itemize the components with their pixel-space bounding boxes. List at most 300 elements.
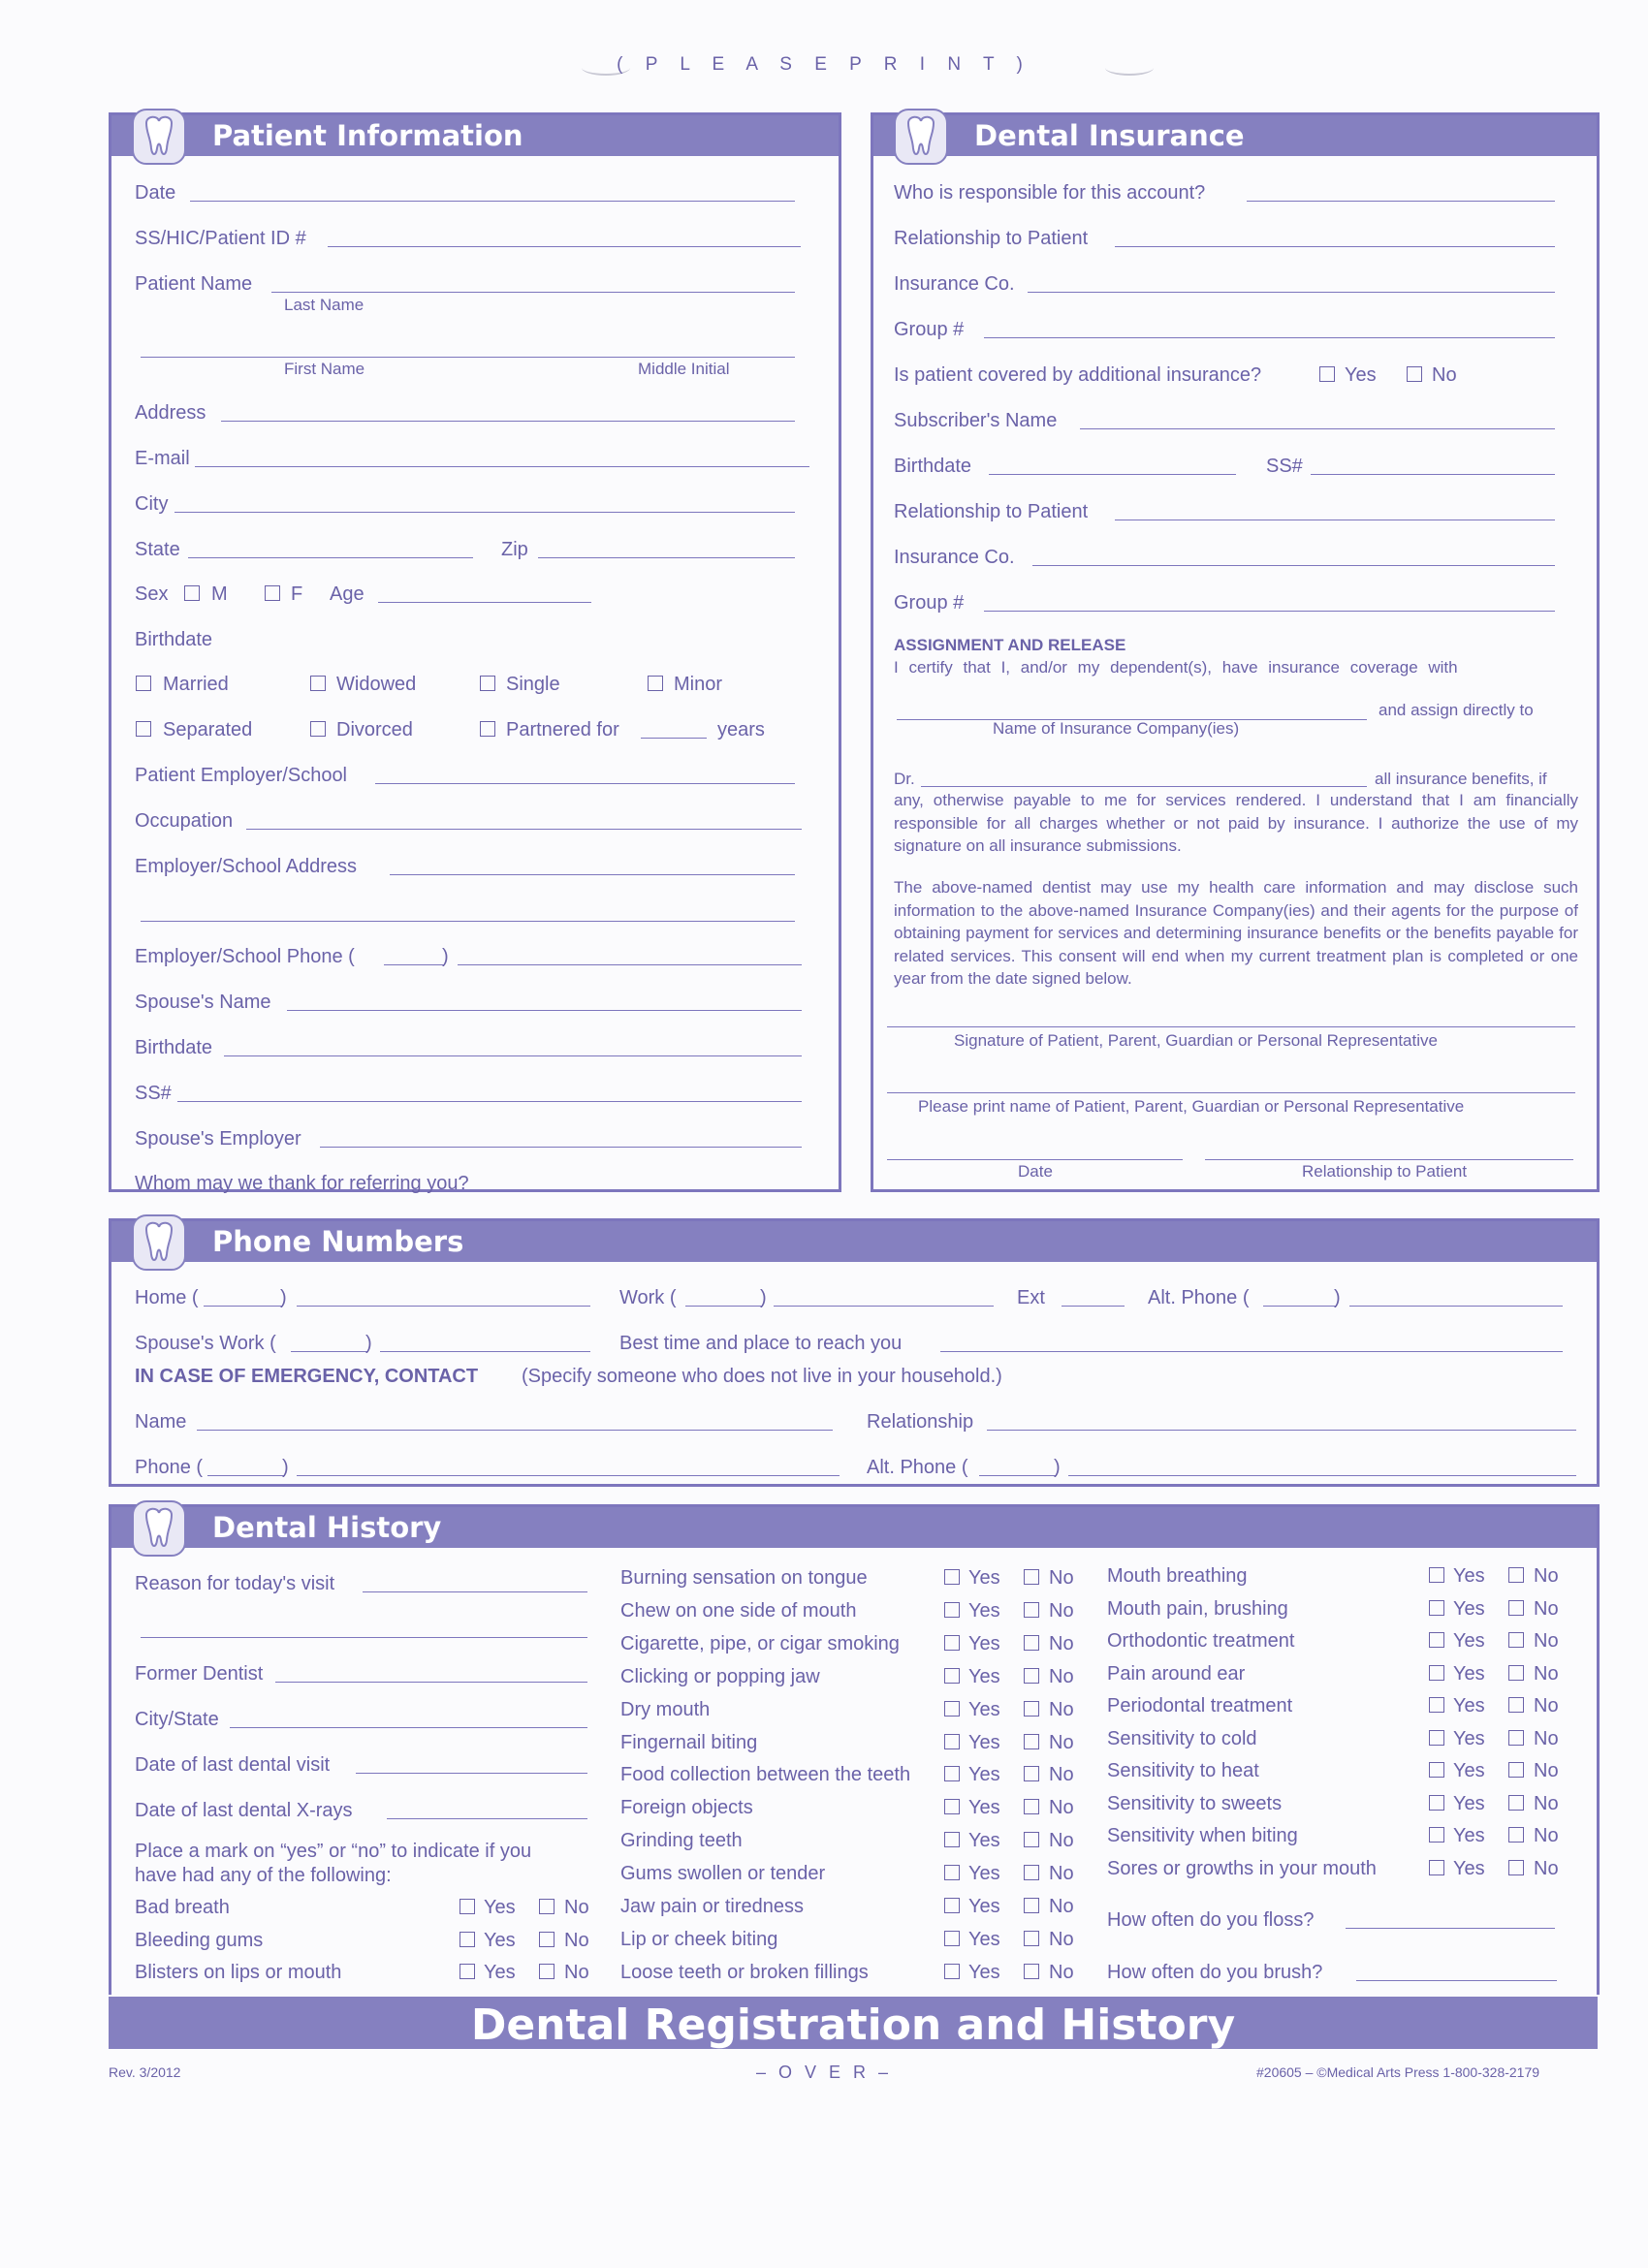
age-label: Age [330, 583, 364, 605]
address-field[interactable] [221, 421, 795, 422]
signature-relationship-caption: Relationship to Patient [1302, 1162, 1468, 1181]
print-name-field[interactable] [887, 1092, 1575, 1093]
emergency-close: ) [282, 1457, 289, 1478]
yes-checkbox[interactable] [460, 1899, 475, 1914]
yes-checkbox[interactable] [944, 1734, 960, 1749]
condition-label: Periodontal treatment [1107, 1695, 1293, 1717]
no-checkbox[interactable] [1024, 1569, 1039, 1585]
years-label: years [717, 719, 765, 740]
emergency-area-field[interactable] [207, 1475, 285, 1476]
no-checkbox[interactable] [1024, 1766, 1039, 1781]
single-checkbox[interactable] [480, 676, 495, 691]
yes-label: Yes [1453, 1565, 1485, 1587]
condition-label: Sores or growths in your mouth [1107, 1857, 1377, 1879]
zip-label: Zip [501, 539, 528, 560]
no-checkbox[interactable] [1508, 1665, 1524, 1681]
no-checkbox[interactable] [1024, 1799, 1039, 1814]
condition-label: Cigarette, pipe, or cigar smoking [620, 1632, 900, 1654]
over-note: – O V E R – [755, 2063, 893, 2082]
no-label: No [1049, 1567, 1074, 1589]
no-checkbox[interactable] [539, 1964, 555, 1979]
employer-label: Patient Employer/School [135, 765, 348, 786]
brush-label: How often do you brush? [1107, 1962, 1323, 1983]
spouse-work-label: Spouse's Work ( [135, 1333, 276, 1354]
partnered-years-field[interactable] [641, 738, 707, 739]
print-name-caption: Please print name of Patient, Parent, Guardian or Personal Representative [918, 1097, 1465, 1116]
partnered-label: Partnered for [506, 719, 619, 740]
middle-initial-caption: Middle Initial [638, 360, 730, 378]
form-title: Dental Registration and History [470, 2000, 1236, 2050]
reason-label: Reason for today's visit [135, 1573, 335, 1594]
yes-checkbox[interactable] [460, 1964, 475, 1979]
email-label: E-mail [135, 448, 190, 469]
condition-label: Grinding teeth [620, 1830, 743, 1852]
no-checkbox[interactable] [1508, 1795, 1524, 1811]
no-label: No [1534, 1792, 1559, 1814]
yes-checkbox[interactable] [944, 1931, 960, 1946]
please-print-note: ( P L E A S E P R I N T ) [617, 54, 1031, 75]
no-label: No [1534, 1597, 1559, 1620]
address-label: Address [135, 402, 206, 424]
home-close: ) [280, 1287, 287, 1308]
floss-field[interactable] [1346, 1928, 1555, 1929]
dr-label: Dr. [894, 770, 915, 788]
divorced-label: Divorced [336, 719, 413, 740]
alt-phone-label: Alt. Phone ( [1148, 1287, 1250, 1308]
no-checkbox[interactable] [1508, 1860, 1524, 1875]
no-label: No [1534, 1857, 1559, 1879]
employer-address-label: Employer/School Address [135, 856, 358, 877]
form-code: #20605 – ©Medical Arts Press 1-800-328-2179 [1256, 2064, 1540, 2080]
emergency-alt-phone-label: Alt. Phone ( [867, 1457, 968, 1478]
state-field[interactable] [188, 557, 473, 558]
alt-phone-field[interactable] [1349, 1306, 1563, 1307]
yes-checkbox[interactable] [944, 1766, 960, 1781]
referred-field[interactable] [511, 1191, 795, 1192]
no-checkbox[interactable] [1024, 1734, 1039, 1749]
yes-label: Yes [968, 1797, 1000, 1819]
no-label: No [1049, 1632, 1074, 1654]
yes-label: Yes [1453, 1597, 1485, 1620]
employer-phone-field[interactable] [458, 964, 802, 965]
email-field[interactable] [195, 466, 809, 467]
insurance-company2-field[interactable] [1032, 565, 1555, 566]
revision-note: Rev. 3/2012 [109, 2064, 181, 2080]
section-title: Dental Insurance [974, 119, 1245, 152]
married-checkbox[interactable] [136, 676, 151, 691]
state-label: State [135, 539, 180, 560]
section-title: Dental History [212, 1511, 442, 1544]
no-checkbox[interactable] [1508, 1567, 1524, 1583]
employer-phone-close: ) [442, 946, 449, 967]
additional-no-checkbox[interactable] [1407, 366, 1422, 382]
assignment-title: ASSIGNMENT AND RELEASE [894, 636, 1126, 654]
referred-label: Whom may we thank for referring you? [135, 1173, 469, 1194]
yes-checkbox[interactable] [1429, 1762, 1444, 1778]
condition-label: Lip or cheek biting [620, 1928, 778, 1950]
no-checkbox[interactable] [1024, 1964, 1039, 1979]
no-checkbox[interactable] [539, 1932, 555, 1947]
condition-label: Gums swollen or tender [620, 1863, 826, 1885]
sex-f-label: F [291, 583, 303, 605]
additional-yes-checkbox[interactable] [1319, 366, 1335, 382]
section-header [873, 115, 1597, 156]
work-close: ) [760, 1287, 767, 1308]
yes-checkbox[interactable] [944, 1832, 960, 1847]
responsible-field[interactable] [1247, 201, 1555, 202]
no-checkbox[interactable] [1508, 1827, 1524, 1843]
no-label: No [1049, 1797, 1074, 1819]
no-checkbox[interactable] [1024, 1602, 1039, 1618]
last-visit-field[interactable] [356, 1773, 587, 1774]
partnered-checkbox[interactable] [480, 721, 495, 737]
no-label: No [1534, 1727, 1559, 1749]
spouse-birthdate-label: Birthdate [135, 1037, 213, 1058]
birthdate-label: Birthdate [135, 629, 213, 650]
yes-checkbox[interactable] [944, 1865, 960, 1880]
yes-checkbox[interactable] [944, 1964, 960, 1979]
no-label: No [1534, 1662, 1559, 1685]
best-time-field[interactable] [940, 1351, 1563, 1352]
sub-birthdate-field[interactable] [989, 474, 1236, 475]
reason-field-2[interactable] [141, 1637, 587, 1638]
emergency-heading: IN CASE OF EMERGENCY, CONTACT [135, 1366, 479, 1387]
yes-label: Yes [968, 1599, 1000, 1622]
no-label: No [1049, 1830, 1074, 1852]
tooth-icon [131, 106, 187, 168]
condition-label: Food collection between the teeth [620, 1764, 911, 1786]
signature-date-caption: Date [1018, 1162, 1053, 1181]
assignment-paragraph: any, otherwise payable to me for services rendered. I understand that I am financially responsible for all charges whether or not paid by insurance. I authorize the use of my signature on all insurance submissions. [894, 791, 1578, 855]
sub-ss-field[interactable] [1311, 474, 1555, 475]
no-checkbox[interactable] [1024, 1865, 1039, 1880]
no-label: No [1534, 1825, 1559, 1846]
section-title: Phone Numbers [212, 1225, 464, 1258]
ext-label: Ext [1017, 1287, 1045, 1308]
yes-label: Yes [968, 1632, 1000, 1654]
relationship2-label: Relationship to Patient [894, 501, 1089, 522]
all-benefits-label: all insurance benefits, if [1375, 770, 1547, 788]
yes-label: Yes [968, 1731, 1000, 1753]
assignment-line1: I certify that I, and/or my dependent(s), have insurance coverage with [894, 658, 1458, 677]
no-label: No [564, 1930, 589, 1951]
condition-label: Sensitivity to cold [1107, 1727, 1257, 1749]
signature-caption: Signature of Patient, Parent, Guardian or Personal Representative [954, 1031, 1438, 1050]
no-checkbox[interactable] [1024, 1898, 1039, 1913]
condition-label: Mouth breathing [1107, 1565, 1248, 1587]
yes-label: Yes [968, 1928, 1000, 1950]
last-xrays-field[interactable] [387, 1818, 587, 1819]
place-mark-line1: Place a mark on “yes” or “no” to indicate if you [135, 1841, 532, 1862]
no-label: No [1049, 1764, 1074, 1786]
alt-close: ) [1334, 1287, 1341, 1308]
condition-label: Sensitivity when biting [1107, 1825, 1298, 1846]
spouse-birthdate-field[interactable] [224, 1055, 802, 1056]
condition-label: Mouth pain, brushing [1107, 1597, 1288, 1620]
subscriber-field[interactable] [1080, 428, 1555, 429]
yes-checkbox[interactable] [944, 1602, 960, 1618]
separated-label: Separated [163, 719, 253, 740]
yes-label: Yes [968, 1698, 1000, 1720]
spouse-ss-field[interactable] [177, 1101, 802, 1102]
city-label: City [135, 493, 169, 515]
signature-field[interactable] [887, 1026, 1575, 1027]
divorced-checkbox[interactable] [310, 721, 326, 737]
yes-label: Yes [1453, 1727, 1485, 1749]
emergency-alt-close: ) [1054, 1457, 1061, 1478]
condition-label: Fingernail biting [620, 1731, 758, 1753]
yes-checkbox[interactable] [1429, 1567, 1444, 1583]
no-checkbox[interactable] [1508, 1762, 1524, 1778]
no-label: No [1534, 1630, 1559, 1652]
condition-label: Sensitivity to sweets [1107, 1792, 1283, 1814]
no-label: No [1534, 1760, 1559, 1781]
married-label: Married [163, 674, 229, 695]
no-label: No [1049, 1599, 1074, 1622]
sex-m-checkbox[interactable] [184, 585, 200, 601]
emergency-relationship-label: Relationship [867, 1411, 974, 1433]
subscriber-label: Subscriber's Name [894, 410, 1058, 431]
employer-phone-area-field[interactable] [384, 964, 444, 965]
occupation-field[interactable] [246, 829, 802, 830]
spouse-employer-field[interactable] [320, 1147, 802, 1148]
yes-label: Yes [1453, 1630, 1485, 1652]
employer-field[interactable] [375, 783, 795, 784]
yes-label: Yes [484, 1930, 516, 1951]
alt-area-field[interactable] [1263, 1306, 1337, 1307]
yes-checkbox[interactable] [1429, 1860, 1444, 1875]
no-checkbox[interactable] [1024, 1701, 1039, 1717]
no-checkbox[interactable] [1024, 1832, 1039, 1847]
yes-label: Yes [968, 1665, 1000, 1687]
emergency-note: (Specify someone who does not live in your household.) [522, 1366, 1002, 1387]
no-label: No [1049, 1896, 1074, 1917]
yes-label: Yes [484, 1897, 516, 1918]
relationship-label: Relationship to Patient [894, 228, 1089, 249]
zip-field[interactable] [538, 557, 795, 558]
yes-checkbox[interactable] [944, 1668, 960, 1684]
yes-label: Yes [1453, 1662, 1485, 1685]
condition-label: Orthodontic treatment [1107, 1630, 1295, 1652]
section-header [111, 1221, 1597, 1262]
brush-field[interactable] [1356, 1980, 1557, 1981]
floss-label: How often do you floss? [1107, 1909, 1315, 1931]
no-checkbox[interactable] [1508, 1600, 1524, 1616]
condition-label: Clicking or popping jaw [620, 1665, 820, 1687]
group2-label: Group # [894, 592, 965, 614]
minor-checkbox[interactable] [648, 676, 663, 691]
no-checkbox[interactable] [1508, 1632, 1524, 1648]
first-name-caption: First Name [284, 360, 365, 378]
spouse-employer-label: Spouse's Employer [135, 1128, 301, 1150]
reason-field[interactable] [363, 1591, 587, 1592]
no-checkbox[interactable] [1508, 1697, 1524, 1713]
condition-label: Pain around ear [1107, 1662, 1246, 1685]
consent-paragraph: The above-named dentist may use my health care information and may disclose such information to the above-named Insurance Company(ies) and their agents for the purpose of obtaining payment for services and determining insurance benefits or the benefits payable for related services. This consent will end when my current treatment plan is completed or one year from the date signed below. [894, 878, 1578, 988]
no-label: No [1049, 1863, 1074, 1885]
age-field[interactable] [378, 602, 591, 603]
work-area-field[interactable] [685, 1306, 763, 1307]
sub-birthdate-label: Birthdate [894, 456, 972, 477]
no-checkbox[interactable] [1024, 1931, 1039, 1946]
condition-label: Sensitivity to heat [1107, 1760, 1259, 1781]
spouse-name-label: Spouse's Name [135, 992, 271, 1013]
widowed-label: Widowed [336, 674, 417, 695]
yes-label: Yes [484, 1962, 516, 1983]
tooth-icon [131, 1497, 187, 1559]
spouse-ss-label: SS# [135, 1083, 172, 1104]
condition-label: Foreign objects [620, 1797, 753, 1819]
tooth-icon [893, 106, 949, 168]
additional-no-label: No [1432, 364, 1457, 386]
yes-label: Yes [1453, 1695, 1485, 1717]
yes-label: Yes [1453, 1760, 1485, 1781]
yes-label: Yes [1453, 1792, 1485, 1814]
emergency-relationship-field[interactable] [987, 1430, 1576, 1431]
yes-label: Yes [968, 1863, 1000, 1885]
dentist-name-field[interactable] [921, 786, 1367, 787]
emergency-name-field[interactable] [197, 1430, 833, 1431]
employer-address-field-2[interactable] [141, 921, 795, 922]
emergency-name-label: Name [135, 1411, 187, 1433]
home-phone-label: Home ( [135, 1287, 199, 1308]
single-label: Single [506, 674, 560, 695]
condition-label: Jaw pain or tiredness [620, 1896, 804, 1917]
widowed-checkbox[interactable] [310, 676, 326, 691]
relationship-field[interactable] [1115, 246, 1555, 247]
condition-label: Loose teeth or broken fillings [620, 1961, 869, 1983]
insurance-company-field[interactable] [1028, 292, 1555, 293]
no-checkbox[interactable] [1024, 1635, 1039, 1651]
additional-yes-label: Yes [1345, 364, 1377, 386]
insurance-company2-label: Insurance Co. [894, 547, 1015, 568]
condition-label: Blisters on lips or mouth [135, 1962, 342, 1983]
emergency-alt-area-field[interactable] [979, 1475, 1057, 1476]
no-label: No [1049, 1928, 1074, 1950]
yes-label: Yes [968, 1830, 1000, 1852]
last-xrays-label: Date of last dental X-rays [135, 1800, 353, 1821]
ext-field[interactable] [1062, 1306, 1125, 1307]
employer-phone-label: Employer/School Phone ( [135, 946, 355, 967]
spouse-work-area-field[interactable] [291, 1351, 368, 1352]
condition-label: Dry mouth [620, 1698, 711, 1720]
no-label: No [1534, 1695, 1559, 1717]
yes-checkbox[interactable] [1429, 1665, 1444, 1681]
last-name-caption: Last Name [284, 296, 364, 314]
no-label: No [1049, 1731, 1074, 1753]
yes-label: Yes [1453, 1825, 1485, 1846]
condition-label: Burning sensation on tongue [620, 1567, 868, 1589]
ssid-label: SS/HIC/Patient ID # [135, 228, 306, 249]
sex-m-label: M [211, 583, 228, 605]
yes-checkbox[interactable] [944, 1898, 960, 1913]
spouse-work-phone-field[interactable] [380, 1351, 590, 1352]
assign-directly-label: and assign directly to [1379, 701, 1534, 719]
condition-label: Chew on one side of mouth [620, 1599, 857, 1622]
yes-checkbox[interactable] [944, 1635, 960, 1651]
emergency-phone-field[interactable] [297, 1475, 840, 1476]
yes-checkbox[interactable] [944, 1799, 960, 1814]
section-header [111, 115, 839, 156]
additional-insurance-label: Is patient covered by additional insurance? [894, 364, 1262, 386]
no-label: No [564, 1897, 589, 1918]
yes-checkbox[interactable] [1429, 1795, 1444, 1811]
city-field[interactable] [174, 512, 795, 513]
responsible-label: Who is responsible for this account? [894, 182, 1206, 204]
sub-ss-label: SS# [1266, 456, 1303, 477]
separated-checkbox[interactable] [136, 721, 151, 737]
yes-label: Yes [968, 1896, 1000, 1917]
no-checkbox[interactable] [1508, 1730, 1524, 1746]
date-field[interactable] [190, 201, 795, 202]
yes-checkbox[interactable] [1429, 1600, 1444, 1616]
no-label: No [1534, 1565, 1559, 1587]
minor-label: Minor [674, 674, 723, 695]
city-state-label: City/State [135, 1709, 219, 1730]
employer-address-field[interactable] [390, 874, 795, 875]
home-phone-field[interactable] [297, 1306, 590, 1307]
no-checkbox[interactable] [539, 1899, 555, 1914]
former-dentist-field[interactable] [275, 1682, 587, 1683]
date-label: Date [135, 182, 176, 204]
yes-checkbox[interactable] [1429, 1632, 1444, 1648]
yes-label: Yes [968, 1961, 1000, 1983]
home-area-field[interactable] [204, 1306, 283, 1307]
group-field[interactable] [984, 337, 1555, 338]
patient-name-label: Patient Name [135, 273, 253, 295]
yes-checkbox[interactable] [1429, 1730, 1444, 1746]
spouse-name-field[interactable] [287, 1010, 802, 1011]
emergency-alt-phone-field[interactable] [1068, 1475, 1576, 1476]
work-phone-field[interactable] [774, 1306, 994, 1307]
insurance-company-label: Insurance Co. [894, 273, 1015, 295]
sex-f-checkbox[interactable] [265, 585, 280, 601]
spouse-work-close: ) [365, 1333, 372, 1354]
no-checkbox[interactable] [1024, 1668, 1039, 1684]
sex-label: Sex [135, 583, 169, 605]
former-dentist-label: Former Dentist [135, 1663, 264, 1685]
group2-field[interactable] [984, 611, 1555, 612]
section-title: Patient Information [212, 119, 523, 152]
yes-checkbox[interactable] [944, 1701, 960, 1717]
occupation-label: Occupation [135, 810, 234, 832]
section-header [111, 1507, 1597, 1548]
no-label: No [1049, 1961, 1074, 1983]
condition-label: Bad breath [135, 1897, 230, 1918]
yes-checkbox[interactable] [944, 1569, 960, 1585]
name-of-company-caption: Name of Insurance Company(ies) [993, 719, 1240, 738]
place-mark-line2: have had any of the following: [135, 1865, 392, 1886]
yes-label: Yes [968, 1567, 1000, 1589]
ssid-field[interactable] [328, 246, 801, 247]
yes-label: Yes [1453, 1857, 1485, 1879]
group-label: Group # [894, 319, 965, 340]
city-state-field[interactable] [230, 1727, 587, 1728]
yes-checkbox[interactable] [1429, 1827, 1444, 1843]
tooth-icon [131, 1212, 187, 1274]
yes-checkbox[interactable] [460, 1932, 475, 1947]
no-label: No [1049, 1665, 1074, 1687]
yes-label: Yes [968, 1764, 1000, 1786]
work-phone-label: Work ( [619, 1287, 677, 1308]
no-label: No [1049, 1698, 1074, 1720]
last-name-field[interactable] [271, 292, 795, 293]
form-title-banner [109, 1997, 1598, 2049]
yes-checkbox[interactable] [1429, 1697, 1444, 1713]
condition-label: Bleeding gums [135, 1930, 264, 1951]
no-label: No [564, 1962, 589, 1983]
best-time-label: Best time and place to reach you [619, 1333, 903, 1354]
